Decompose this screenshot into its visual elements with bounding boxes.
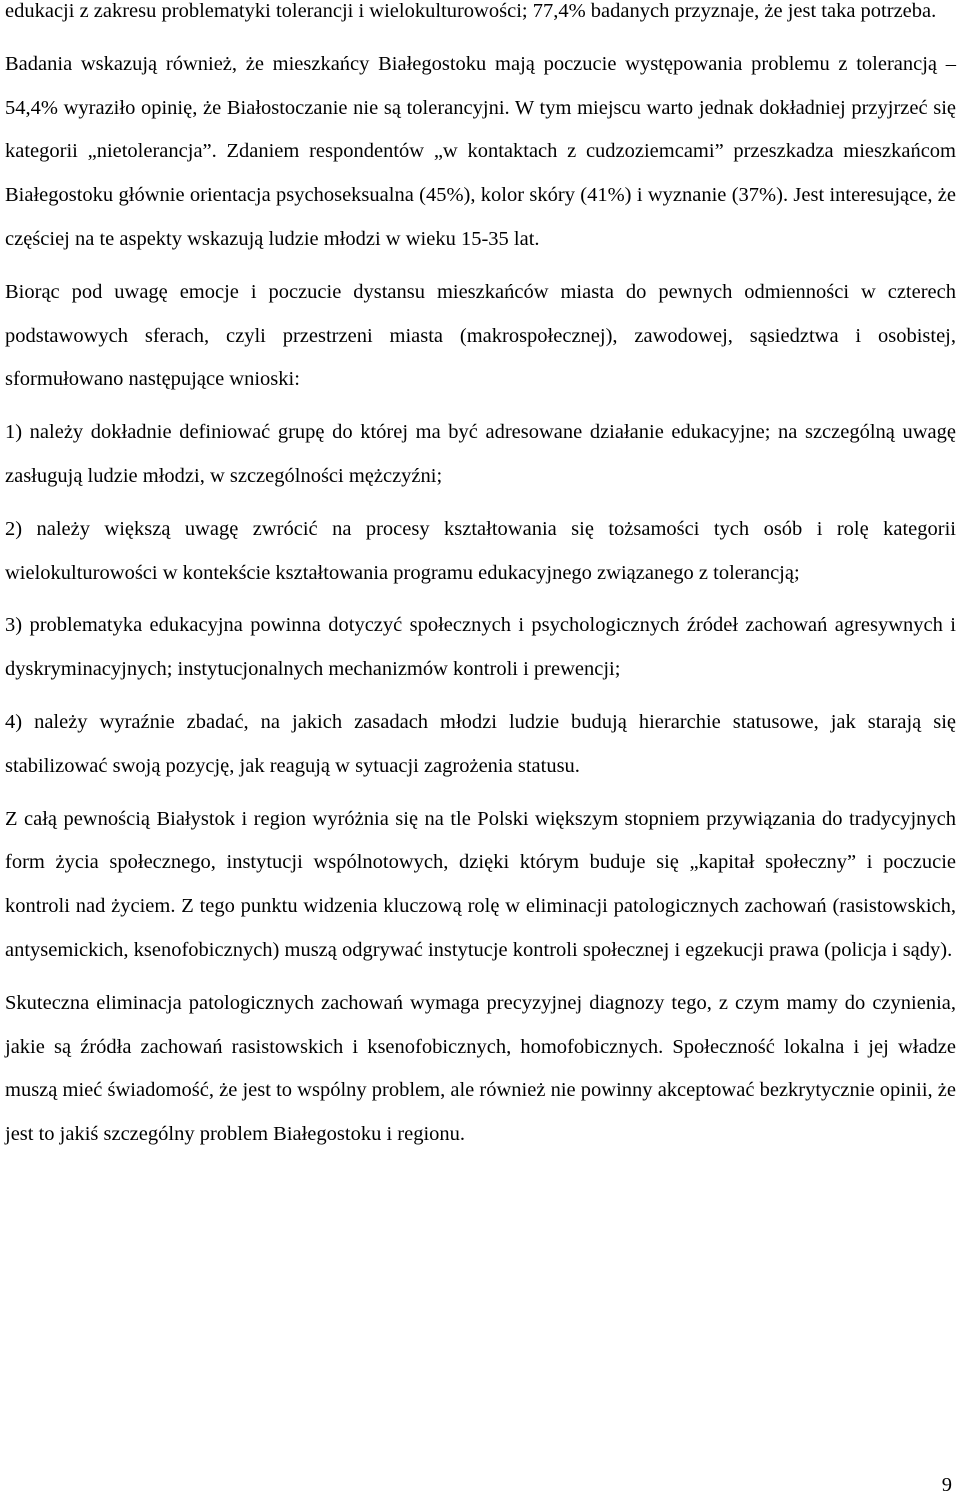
paragraph-continuation: edukacji z zakresu problematyki tolerancji i wielokulturowości; 77,4% badanych przyznaje, że jest taka potrzeba. xyxy=(5,0,937,22)
conclusion-item-4: 4) należy wyraźnie zbadać, na jakich zasadach młodzi ludzie budują hierarchie statusowe, jak starają się stabilizować swoją pozycję, jak reagują w sytuacji zagrożenia statusu. xyxy=(5,710,956,777)
paragraph-elimination: Skuteczna eliminacja patologicznych zachowań wymaga precyzyjnej diagnozy tego, z czym mamy do czynienia, jakie są źródła zachowań rasistowskich i ksenofobicznych, homofobicznych. Społeczność lokalna i jej władze muszą mieć świadomość, że jest to wspólny problem, ale również nie powinny akceptować bezkrytycznie opinii, że jest to jakiś szczególny problem Białegostoku i regionu. xyxy=(5,991,956,1146)
paragraph-social-capital: Z całą pewnością Białystok i region wyróżnia się na tle Polski większym stopniem przywiązania do tradycyjnych form życia społecznego, instytucji wspólnotowych, dzięki którym buduje się „kapitał społeczny” i poczucie kontroli nad życiem. Z tego punktu widzenia kluczową rolę w eliminacji patologicznych zachowań (rasistowskich, antysemickich, ksenofobicznych) muszą odgrywać instytucje kontroli społecznej i egzekucji prawa (policja i sądy). xyxy=(5,807,956,961)
conclusion-item-3: 3) problematyka edukacyjna powinna dotyczyć społecznych i psychologicznych źródeł zachowań agresywnych i dyskryminacyjnych; instytucjonalnych mechanizmów kontroli i prewencji; xyxy=(5,614,956,681)
conclusion-item-2: 2) należy większą uwagę zwrócić na procesy kształtowania się tożsamości tych osób i rolę kategorii wielokulturowości w kontekście kształtowania programu edukacyjnego związanego z tolerancją; xyxy=(5,517,956,584)
paragraph-research-findings: Badania wskazują również, że mieszkańcy Białegostoku mają poczucie występowania problemu z tolerancją – 54,4% wyraziło opinię, że Białostoczanie nie są tolerancyjni. W tym miejscu warto jednak dokładniej przyjrzeć się kategorii „nietolerancja”. Zdaniem respondentów „w kontaktach z cudzoziemcami” przeszkadza mieszkańcom Białegostoku głównie orientacja psychoseksualna (45%), kolor skóry (41%) i wyznanie (37%). Jest interesujące, że częściej na te aspekty wskazują ludzie młodzi w wieku 15-35 lat. xyxy=(5,52,956,250)
paragraph-conclusions-intro: Biorąc pod uwagę emocje i poczucie dystansu mieszkańców miasta do pewnych odmienności w czterech podstawowych sferach, czyli przestrzeni miasta (makrospołecznej), zawodowej, sąsiedztwa i osobistej, sformułowano następujące wnioski: xyxy=(5,280,956,391)
page-number: 9 xyxy=(941,1474,952,1496)
conclusion-item-1: 1) należy dokładnie definiować grupę do której ma być adresowane działanie edukacyjne; na szczególną uwagę zasługują ludzie młodzi, w szczególności mężczyźni; xyxy=(5,421,956,487)
document-page xyxy=(5,0,956,1157)
